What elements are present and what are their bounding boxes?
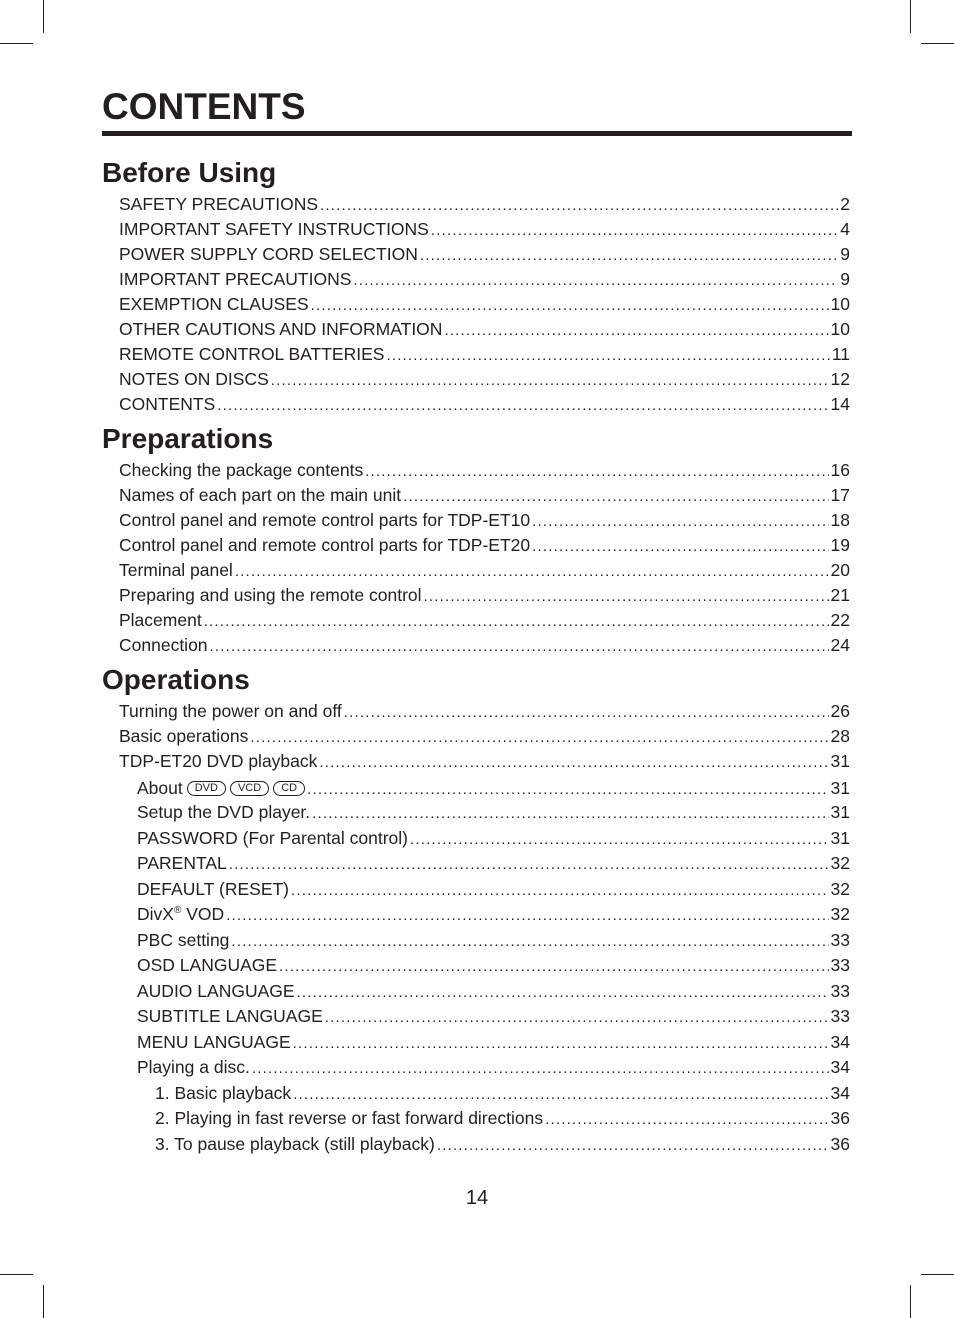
crop-mark	[43, 0, 44, 33]
toc-entry[interactable]	[119, 458, 850, 483]
toc-entry-label: AUDIO LANGUAGE	[137, 981, 295, 1001]
toc-entry[interactable]	[137, 800, 850, 825]
toc-entry-page: 36	[830, 1134, 850, 1154]
toc-entry[interactable]	[155, 1106, 850, 1131]
page-title: CONTENTS	[102, 86, 306, 127]
toc-entry-label: Checking the package contents	[119, 460, 364, 480]
title-rule	[102, 131, 852, 136]
toc-entry-label: POWER SUPPLY CORD SELECTION	[119, 244, 418, 264]
toc-entry[interactable]	[119, 749, 850, 774]
toc-entry-page: 4	[840, 219, 850, 239]
cd-badge: CD	[273, 781, 305, 796]
dot-leader	[320, 193, 838, 218]
toc-entry-page: 32	[830, 879, 850, 899]
toc-entry-page: 18	[830, 510, 850, 530]
toc-entry-page: 31	[830, 751, 850, 771]
toc-entry-label: Playing a disc.	[137, 1057, 250, 1077]
dot-leader	[250, 725, 828, 750]
dot-leader	[279, 954, 828, 979]
toc-entry[interactable]	[137, 776, 850, 801]
toc-entry-page: 12	[830, 369, 850, 389]
toc-entry-label-suffix: VOD	[181, 904, 225, 924]
toc-entry[interactable]	[119, 217, 850, 242]
toc-entry[interactable]	[119, 192, 850, 217]
toc-entry-label: Connection	[119, 635, 208, 655]
toc-entry[interactable]	[119, 583, 850, 608]
toc-entry-label: 2. Playing in fast reverse or fast forward directions	[155, 1108, 544, 1128]
toc-entry-page: 20	[830, 560, 850, 580]
dot-leader	[344, 700, 829, 725]
toc-entry[interactable]	[119, 292, 850, 317]
toc-entry-label: EXEMPTION CLAUSES	[119, 294, 309, 314]
toc-entry[interactable]	[155, 1081, 850, 1106]
toc-entry-label: Preparing and using the remote control	[119, 585, 422, 605]
dot-leader	[545, 1107, 828, 1132]
dot-leader	[210, 634, 829, 659]
toc-entry[interactable]	[137, 953, 850, 978]
toc-entry-label: Names of each part on the main unit	[119, 485, 402, 505]
toc-entry[interactable]	[119, 633, 850, 658]
toc-entry[interactable]	[155, 1132, 850, 1157]
toc-entry[interactable]	[119, 342, 850, 367]
crop-mark	[910, 1285, 911, 1318]
toc-entry-page: 21	[830, 585, 850, 605]
toc-entry[interactable]	[119, 267, 850, 292]
toc-entry-label: CONTENTS	[119, 394, 216, 414]
toc-entry[interactable]	[137, 1055, 850, 1080]
registered-mark: ®	[173, 905, 182, 917]
vcd-badge: VCD	[230, 781, 269, 796]
page-number: 14	[465, 1187, 489, 1209]
toc-entry-label: PASSWORD (For Parental control)	[137, 828, 408, 848]
toc-entry-label-text: DivX	[137, 904, 174, 924]
dot-leader	[319, 750, 828, 775]
dot-leader	[424, 584, 829, 609]
toc-entry-page: 26	[830, 701, 850, 721]
toc-entry-page: 9	[840, 244, 850, 264]
toc-entry-label: NOTES ON DISCS	[119, 369, 269, 389]
crop-mark	[910, 0, 911, 33]
toc-entry-page: 16	[830, 460, 850, 480]
toc-entry-page: 2	[840, 194, 850, 214]
toc-entry-label: IMPORTANT SAFETY INSTRUCTIONS	[119, 219, 429, 239]
toc-entry-page: 33	[830, 930, 850, 950]
dot-leader	[444, 318, 828, 343]
toc-entry-label: Placement	[119, 610, 202, 630]
toc-entry[interactable]	[119, 367, 850, 392]
toc-entry[interactable]	[119, 483, 850, 508]
toc-entry-label: DEFAULT (RESET)	[137, 879, 290, 899]
dot-leader	[297, 980, 829, 1005]
dot-leader	[229, 852, 829, 877]
toc-entry-page: 32	[830, 853, 850, 873]
toc-entry-page: 34	[830, 1083, 850, 1103]
dot-leader	[410, 827, 829, 852]
toc-entry-label: SAFETY PRECAUTIONS	[119, 194, 319, 214]
dot-leader	[293, 1082, 828, 1107]
toc-entry-page: 36	[830, 1108, 850, 1128]
dot-leader	[353, 268, 838, 293]
section-heading-before-using: Before Using	[102, 157, 277, 188]
dot-leader	[365, 459, 828, 484]
crop-mark	[921, 1274, 954, 1275]
toc-entry-label: SUBTITLE LANGUAGE	[137, 1006, 323, 1026]
toc-entry[interactable]	[137, 928, 850, 953]
toc-entry-label	[137, 776, 305, 801]
toc-entry[interactable]	[137, 1030, 850, 1055]
dot-leader	[217, 393, 828, 418]
dot-leader	[532, 534, 828, 559]
toc-entry-label: Basic operations	[119, 726, 249, 746]
dot-leader	[291, 878, 829, 903]
dot-leader	[403, 484, 828, 509]
toc-entry-label: PBC setting	[137, 930, 230, 950]
toc-entry-page: 33	[830, 955, 850, 975]
dot-leader	[431, 218, 838, 243]
toc-entry[interactable]	[137, 902, 850, 927]
toc-entry-page: 10	[830, 294, 850, 314]
dot-leader	[271, 368, 829, 393]
toc-entry-page: 34	[830, 1057, 850, 1077]
dot-leader	[204, 609, 829, 634]
toc-entry[interactable]	[119, 699, 850, 724]
toc-entry-page: 17	[830, 485, 850, 505]
toc-entry-label: OSD LANGUAGE	[137, 955, 278, 975]
toc-entry[interactable]	[137, 1004, 850, 1029]
toc-entry[interactable]	[119, 608, 850, 633]
toc-entry-page: 19	[830, 535, 850, 555]
toc-entry-page: 31	[830, 802, 850, 822]
toc-entry-label: 1. Basic playback	[155, 1083, 292, 1103]
dot-leader	[307, 777, 828, 802]
toc-entry[interactable]	[119, 392, 850, 417]
toc-entry[interactable]	[119, 533, 850, 558]
dot-leader	[532, 509, 828, 534]
toc-entry-page: 33	[830, 1006, 850, 1026]
toc-entry[interactable]	[137, 979, 850, 1004]
toc-entry-page: 22	[830, 610, 850, 630]
toc-entry-page: 33	[830, 981, 850, 1001]
dot-leader	[386, 343, 829, 368]
dot-leader	[252, 1056, 829, 1081]
toc-entry-label: Control panel and remote control parts for TDP-ET20	[119, 535, 531, 555]
toc-entry-label: 3. To pause playback (still playback)	[155, 1134, 435, 1154]
dot-leader	[231, 929, 828, 954]
crop-mark	[0, 43, 33, 44]
toc-entry-page: 34	[830, 1032, 850, 1052]
dot-leader	[312, 801, 828, 826]
toc-entry[interactable]	[137, 826, 850, 851]
toc-entry-label: IMPORTANT PRECAUTIONS	[119, 269, 352, 289]
toc-entry-label	[137, 902, 224, 927]
toc-entry-label: PARENTAL	[137, 853, 227, 873]
toc-entry-page: 28	[830, 726, 850, 746]
dot-leader	[437, 1133, 829, 1158]
toc-entry-label: Turning the power on and off	[119, 701, 342, 721]
dot-leader	[420, 243, 838, 268]
toc-entry[interactable]	[119, 558, 850, 583]
dot-leader	[325, 1005, 829, 1030]
toc-entry-page: 31	[830, 828, 850, 848]
crop-mark	[43, 1285, 44, 1318]
toc-entry-label: Setup the DVD player.	[137, 802, 311, 822]
section-heading-preparations: Preparations	[102, 423, 274, 454]
toc-entry-page: 11	[831, 344, 850, 364]
toc-entry-label: MENU LANGUAGE	[137, 1032, 291, 1052]
dot-leader	[235, 559, 829, 584]
toc-entry-label: Control panel and remote control parts for TDP-ET10	[119, 510, 531, 530]
toc-entry-page: 9	[840, 269, 850, 289]
toc-entry-label-text: About	[137, 778, 183, 798]
crop-mark	[0, 1274, 33, 1275]
toc-entry[interactable]	[119, 508, 850, 533]
toc-entry-label: REMOTE CONTROL BATTERIES	[119, 344, 385, 364]
toc-entry[interactable]	[119, 724, 850, 749]
dot-leader	[226, 903, 828, 928]
toc-entry-page: 24	[830, 635, 850, 655]
toc-entry[interactable]	[137, 877, 850, 902]
toc-entry-label: OTHER CAUTIONS AND INFORMATION	[119, 319, 443, 339]
toc-entry-page: 32	[830, 904, 850, 924]
toc-entry-label: Terminal panel	[119, 560, 233, 580]
toc-entry-page: 31	[830, 778, 850, 798]
toc-entry-page: 10	[830, 319, 850, 339]
dot-leader	[293, 1031, 829, 1056]
dvd-badge: DVD	[187, 781, 226, 796]
crop-mark	[921, 43, 954, 44]
toc-entry[interactable]	[119, 242, 850, 267]
toc-entry[interactable]	[119, 317, 850, 342]
dot-leader	[311, 293, 829, 318]
toc-entry[interactable]	[137, 851, 850, 876]
section-heading-operations: Operations	[102, 664, 250, 695]
toc-entry-label: TDP-ET20 DVD playback	[119, 751, 318, 771]
toc-entry-page: 14	[830, 394, 850, 414]
